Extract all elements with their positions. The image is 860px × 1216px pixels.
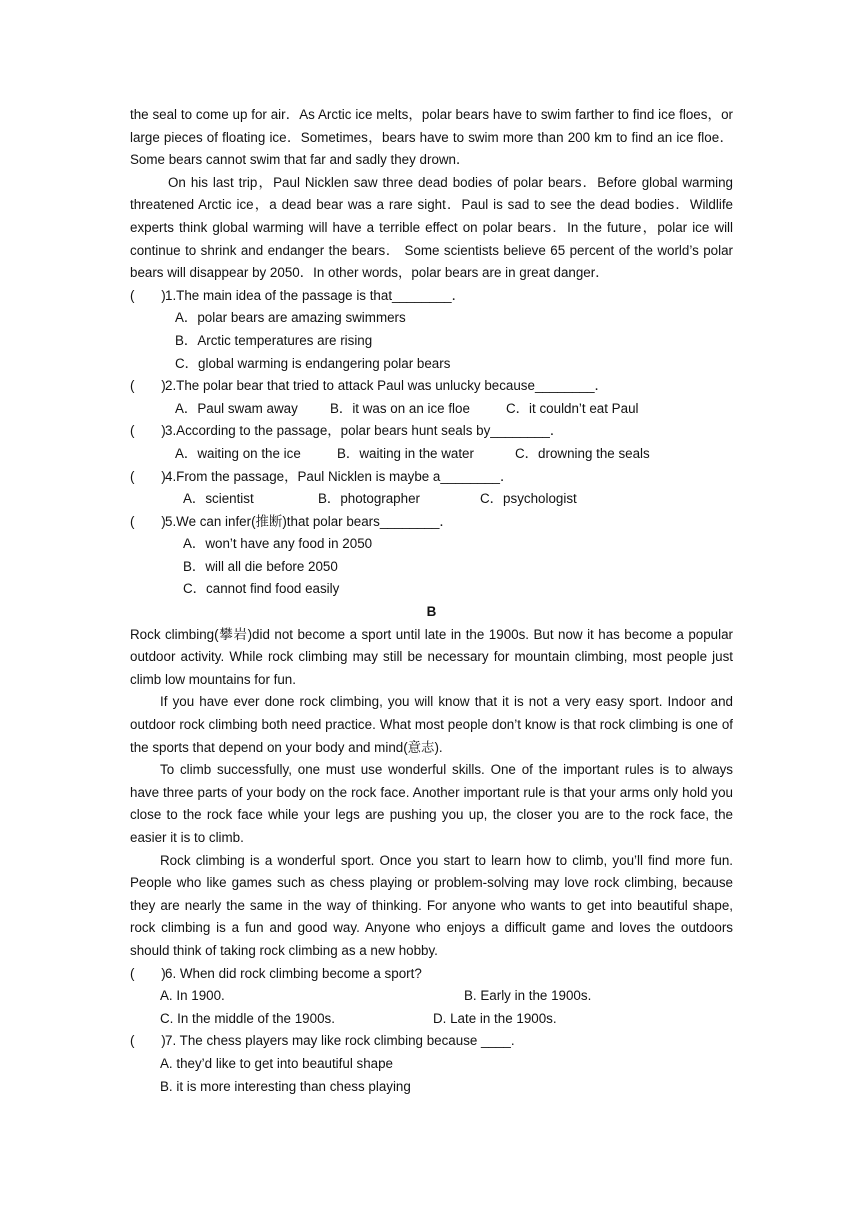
question-4-option-c: C．psychologist <box>480 491 577 507</box>
answer-bracket[interactable]: ( ) <box>130 513 166 529</box>
question-6-option-a: A. In 1900. <box>160 988 225 1004</box>
passage-a-paragraph-1: the seal to come up for air．As Arctic ice melts，polar bears have to swim farther to find ice floes，or large pieces of floating ice．Sometimes，bears have to swim more than 200 km to find an ice floe．Some bears cannot swim that far and sadly they drown． <box>130 107 733 168</box>
question-5-option-a: A．won’t have any food in 2050 <box>183 536 373 552</box>
question-6-options-row-2 <box>130 1008 733 1031</box>
question-3-options <box>130 443 733 466</box>
question-3-option-c: C．drowning the seals <box>515 445 650 461</box>
question-6-option-b: B. Early in the 1900s. <box>464 988 592 1004</box>
question-5 <box>130 511 733 534</box>
section-b-heading: B <box>426 604 437 620</box>
question-2-options <box>130 398 733 421</box>
question-4-option-a: A．scientist <box>183 491 254 507</box>
question-4-option-b: B．photographer <box>318 491 420 507</box>
question-2-text: 2.The polar bear that tried to attack Paul was unlucky because________． <box>165 378 608 394</box>
question-1-option-b: B．Arctic temperatures are rising <box>175 332 373 348</box>
question-7 <box>130 1030 733 1053</box>
passage-b-paragraph-3: To climb successfully, one must use wonderful skills. One of the important rules is to always have three parts of your body on the rock face. Another important rule is that your arms only hold you close to the rock face while your legs are pushing you up, the closer you are to the rock face, the easier it is to climb. <box>130 762 733 845</box>
question-6-text: 6. When did rock climbing become a sport? <box>165 965 422 981</box>
question-4-options <box>130 488 733 511</box>
answer-bracket[interactable]: ( ) <box>130 378 166 394</box>
question-7-option-b: B. it is more interesting than chess playing <box>160 1078 411 1094</box>
passage-b-paragraph-1: Rock climbing(攀岩)did not become a sport until late in the 1900s. But now it has become a popular outdoor activity. While rock climbing may still be necessary for mountain climbing, most people just climb low mountains for fun. <box>130 626 733 687</box>
question-1-option-c: C．global warming is endangering polar bears <box>175 355 451 371</box>
question-6-option-d: D. Late in the 1900s. <box>433 1010 557 1026</box>
answer-bracket[interactable]: ( ) <box>130 965 166 981</box>
question-3-text: 3.According to the passage，polar bears hunt seals by________． <box>165 423 564 439</box>
question-1-option-a: A．polar bears are amazing swimmers <box>175 310 406 326</box>
answer-bracket[interactable]: ( ) <box>130 287 166 303</box>
passage-b-paragraph-4: Rock climbing is a wonderful sport. Once you start to learn how to climb, you’ll find more fun. People who like games such as chess playing or problem-solving may love rock climbing, because they are nearly the same in the way of thinking. For anyone who wants to get into beautiful shape, rock climbing is a fun and good way. Anyone who enjoys a difficult game and loves the outdoors should think of taking rock climbing as a new hobby. <box>130 852 733 958</box>
question-2-option-c: C．it couldn’t eat Paul <box>506 400 639 416</box>
question-4 <box>130 466 733 489</box>
question-3-option-b: B．waiting in the water <box>337 445 474 461</box>
passage-a-paragraph-2: On his last trip，Paul Nicklen saw three dead bodies of polar bears．Before global warming threatened Arctic ice，a dead bear was a rare sight．Paul is sad to see the dead bodies．Wildlife experts think global warming will have a terrible effect on polar bears．In the future，polar ice will continue to shrink and endanger the bears． Some scientists believe 65 percent of the world’s polar bears will disappear by 2050．In other words，polar bears are in great danger． <box>130 174 733 281</box>
question-7-text: 7. The chess players may like rock climbing because ____. <box>165 1033 515 1049</box>
question-2-option-a: A．Paul swam away <box>175 400 298 416</box>
question-5-option-b: B．will all die before 2050 <box>183 558 338 574</box>
question-6 <box>130 963 733 986</box>
answer-bracket[interactable]: ( ) <box>130 1033 166 1049</box>
question-1-text: 1.The main idea of the passage is that________． <box>165 287 466 303</box>
question-6-options-row-1 <box>130 985 733 1008</box>
answer-bracket[interactable]: ( ) <box>130 468 166 484</box>
question-3-option-a: A．waiting on the ice <box>175 445 301 461</box>
question-2-option-b: B．it was on an ice floe <box>330 400 470 416</box>
question-3 <box>130 420 733 443</box>
question-6-option-c: C. In the middle of the 1900s. <box>160 1010 335 1026</box>
question-4-text: 4.From the passage，Paul Nicklen is maybe a________． <box>165 468 514 484</box>
question-2 <box>130 375 733 398</box>
document-page <box>130 104 733 1098</box>
question-5-text: 5.We can infer(推断)that polar bears________． <box>165 513 453 529</box>
passage-b-paragraph-2: If you have ever done rock climbing, you will know that it is not a very easy sport. Indoor and outdoor rock climbing both need practice. What most people don’t know is that rock climbing is one of the sports that depend on your body and mind(意志). <box>130 694 733 755</box>
question-1 <box>130 285 733 308</box>
question-7-option-a: A. they’d like to get into beautiful shape <box>160 1055 394 1071</box>
answer-bracket[interactable]: ( ) <box>130 423 166 439</box>
question-5-option-c: C．cannot find food easily <box>183 581 340 597</box>
